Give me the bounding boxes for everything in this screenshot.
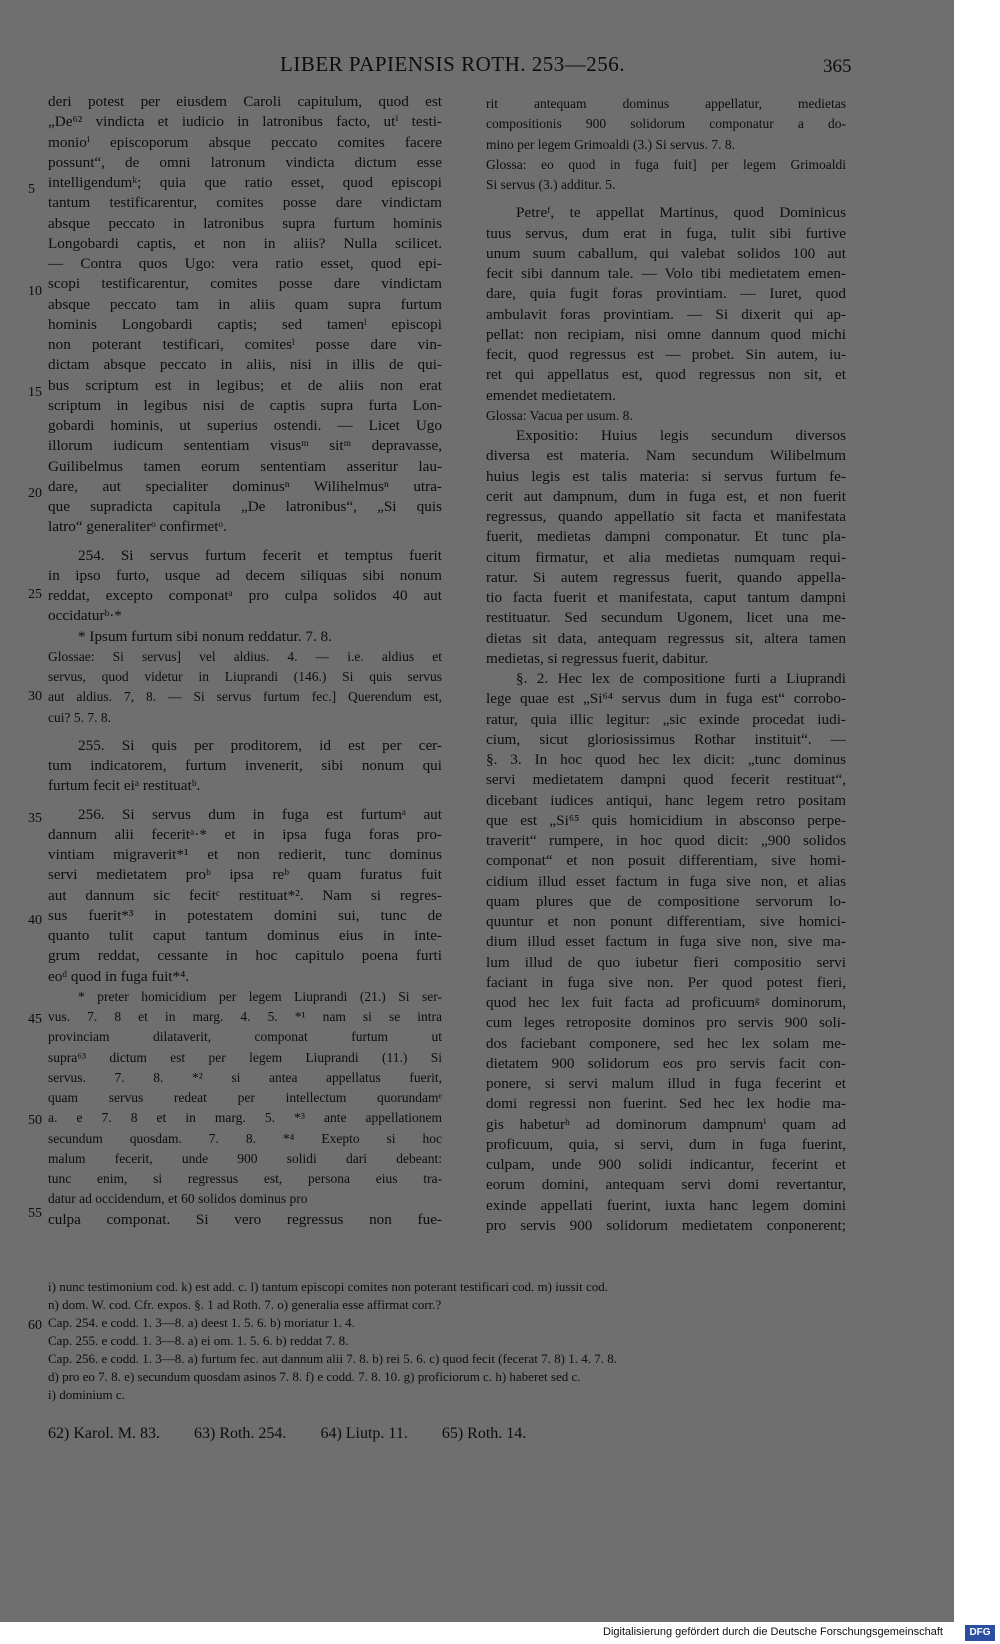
text-line: Petreᶠ, te appellat Martinus, quod Dominicus (516, 204, 846, 222)
line-number: 55 (28, 1206, 42, 1221)
text-line: que supradicta capitula „De latronibus“, „Si quis (48, 498, 442, 515)
text-line: quuntur et non ponunt differentiam, sive homici- (486, 913, 846, 930)
text-line: ratur, quia illic legitur: „sic exinde procedat iudi- (486, 710, 846, 728)
text-line: aut aldius. 7, 8. — Si servus furtum fec.] Querendum est, (48, 689, 442, 705)
text-line: tunc enim, si regressus est, persona eius tra- (48, 1171, 442, 1186)
text-line: domi regressi non fuerint. Sed hec lex hodie ma- (486, 1095, 846, 1113)
apparatus-line: Cap. 254. e codd. 1. 3—8. a) deest 1. 5. 6. b) moriatur 1. 4. (48, 1315, 355, 1330)
line-number: 25 (28, 587, 42, 602)
text-line: tum indicatorem, furtum invenerit, sibi nonum qui (48, 757, 442, 774)
footnote: 62) Karol. M. 83. (48, 1425, 160, 1442)
text-line: illorum iudicum sententiam visusᵐ sitᵐ depravasse, (48, 437, 442, 455)
text-line: secundum quosdam. 7. 8. *⁴ Exepto si hoc (48, 1130, 442, 1146)
text-line: culpam, unde 900 solidi indicantur, fecerint et (486, 1156, 846, 1173)
text-line: scriptum in legibus nisi de captis supra furta Lon- (48, 396, 442, 414)
text-line: restituatur. Sed secundum Ugonem, licet una me- (486, 609, 846, 627)
left-column (48, 92, 442, 1230)
text-line: tio facta fuerit et manifestata, caput tantum dampni (486, 589, 846, 606)
line-number: 50 (28, 1113, 42, 1128)
footnote: 64) Liutp. 11. (320, 1425, 408, 1442)
text-line: possunt“, de omni latronum vindicta dictum esse (48, 153, 442, 171)
text-line: sus fuerit*³ in potestatem domini sui, tunc de (48, 906, 442, 924)
page-number: 365 (823, 56, 852, 77)
text-line: grum reddat, cessante in hoc capitulo poena furti (48, 947, 442, 965)
text-line: gobardi hominis, ut superius ostendi. — Licet Ugo (48, 417, 442, 434)
footnote: 63) Roth. 254. (193, 1425, 287, 1442)
text-line: scopi testificarentur, comites posse dare vindictam (48, 275, 442, 293)
text-line: proficuum, quia, si servi, dum in fuga fuerint, (486, 1135, 846, 1153)
apparatus-line: d) pro eo 7. 8. e) secundum quosdam asinos 7. 8. f) e codd. 7. 8. 10. g) proficiorum c. h) haberet sed c. (48, 1369, 581, 1384)
text-line: que est „Si⁶⁵ quis homicidium in absconso perpe- (486, 811, 846, 829)
text-line: servus. 7. 8. *² si antea appellatus fuerit, (48, 1069, 442, 1085)
text-line: quam servus redeat per intellectum quorundamᵉ (48, 1090, 442, 1105)
running-title: LIBER PAPIENSIS ROTH. 253—256. (280, 52, 626, 76)
text-line: citum firmatur, et alia medietas numquam requi- (486, 548, 846, 566)
critical-apparatus (48, 1278, 848, 1404)
line-number: 10 (28, 284, 42, 299)
text-line: malum fecerit, unde 900 solidi dari debeant: (48, 1150, 442, 1166)
text-line: eoᵈ quod in fuga fuit*⁴. (48, 967, 190, 985)
text-line: lege quae est „Si⁶⁴ servus dum in fuga est“ corrobo- (486, 690, 846, 708)
text-line: tantum testificarentur, comites posse dare vindictam (48, 194, 442, 212)
text-line: huius legis est talis materia: si servus furtum fe- (486, 467, 846, 485)
text-line: 254. Si servus furtum fecerit et temptus fuerit (78, 546, 442, 564)
text-line: hominis Longobardi captis; sed tamenˡ episcopi (48, 315, 442, 333)
text-line: dannum alii feceritᵃ·* et in ipsa fuga foras pro- (48, 825, 442, 843)
text-line: componat“ et non posuit differentiam, sive homi- (486, 852, 846, 870)
text-line: tuus servus, dum erat in fuga, tulit sibi furtive (486, 224, 846, 242)
text-line: „De⁶² vindicta et iudicio in latronibus facto, utⁱ testi- (48, 113, 442, 131)
text-line: cium, sicut gloriosissimus Rothar instituit“. — (486, 730, 846, 748)
text-line: quod hec lex fuit facta ad proficuumᵍ dominorum, (486, 994, 846, 1011)
text-line: vus. 7. 8 et in marg. 4. 5. *¹ nam si se intra (48, 1009, 442, 1024)
line-number: 60 (28, 1318, 42, 1333)
footnote: 65) Roth. 14. (441, 1425, 527, 1442)
text-line: dos faciebant componere, sed hec lex solam me- (486, 1034, 846, 1052)
text-line: eorum domini, antequam servi domi revertantur, (486, 1176, 846, 1194)
text-line: servi medietatem proᵇ ipsa reᵇ quam furatus fuit (48, 866, 442, 884)
text-line: §. 3. In hoc quod hec lex dicit: „tunc dominus (486, 751, 846, 768)
text-line: cum leges retroposite dominos pro servis 900 soli- (486, 1014, 846, 1032)
paragraph-gap (48, 728, 442, 736)
text-line: lum illud de quo iubetur fieri compositio servi (486, 953, 846, 971)
text-line: intelligendumᵏ; quia que ratio esset, quod episcopi (48, 174, 442, 191)
text-line: compositionis 900 solidorum componatur a do- (486, 116, 846, 132)
text-line: in ipso furto, usque ad decem siliquas sibi nonum (48, 566, 442, 584)
text-line: pellat: non recipiam, nisi omne dannum quod michi (486, 325, 846, 343)
text-line: mino per legem Grimoaldi (3.) Si servus. 7. 8. (486, 136, 735, 152)
text-line: Si servus (3.) additur. 5. (486, 177, 616, 192)
text-line: bus scriptum est in legibus; et de aliis non erat (48, 376, 442, 394)
text-line: — Contra quos Ugo: vera ratio esset, quod epi- (48, 255, 442, 272)
text-line: exinde appellati fuerint, iuxta hanc legem domini (486, 1196, 846, 1214)
text-line: vintiam migraverit*¹ et non redierit, tunc dominus (48, 846, 442, 863)
paragraph-gap (48, 538, 442, 546)
text-line: Glossae: Si servus] vel aldius. 4. — i.e. aldius et (48, 648, 442, 664)
apparatus-line: Cap. 255. e codd. 1. 3—8. a) ei om. 1. 5. 6. b) reddat 7. 8. (48, 1333, 349, 1348)
text-line: medietas, si regressus fuerit, dabitur. (486, 649, 709, 667)
apparatus-line: Cap. 256. e codd. 1. 3—8. a) furtum fec. aut dannum alii 7. 8. b) rei 5. 6. c) quod fecit (fecerat 7. 8) 1. 4. 7. 8. (48, 1351, 617, 1366)
text-line: dictam absque peccato in aliis, nisi in illis de qui- (48, 356, 442, 374)
text-line: dare, quia fugit foras provintiam. — Iuret, quod (486, 285, 846, 303)
dfg-logo: DFG (965, 1625, 995, 1641)
text-line: reddat, excepto componatᵃ pro culpa solidos 40 aut (48, 587, 442, 604)
apparatus-line: n) dom. W. cod. Cfr. expos. §. 1 ad Roth. 7. o) generalia esse affirmat corr.? (48, 1297, 442, 1312)
text-line: dietas sit data, antequam regressus sit, altera tamen (486, 629, 846, 647)
text-line: latro“ generaliterᵒ confirmetᵒ. (48, 518, 227, 536)
text-line: * preter homicidium per legem Liuprandi (21.) Si ser- (78, 988, 442, 1004)
right-column (486, 94, 846, 1236)
text-line: non poterant testificari, comitesˡ posse dare vin- (48, 336, 442, 353)
text-line: gis habeturʰ ad dominorum dampnumⁱ quam ad (486, 1115, 846, 1133)
text-line: a. e 7. 8 et in marg. 5. *³ ante appellationem (48, 1110, 442, 1126)
text-line: fuerit, medietas dampni componatur. Et tunc pla- (486, 528, 846, 546)
line-number: 40 (28, 913, 42, 928)
line-number: 35 (28, 811, 42, 826)
text-line: absque peccato tam in aliis quam supra furtum (48, 295, 442, 313)
text-line: servus, quod videtur in Liuprandi (146.) Si quis servus (48, 669, 442, 684)
line-number: 30 (28, 689, 42, 704)
text-line: pro servis 900 solidorum medietatem conponerent; (486, 1216, 846, 1234)
line-number: 45 (28, 1012, 42, 1027)
text-line: dietatem 900 solidorum eos pro servis facit con- (486, 1054, 846, 1072)
text-line: quam plures que de compositione servorum lo- (486, 892, 846, 910)
footnotes (48, 1425, 848, 1443)
text-line: monioⁱ episcoporum absque peccato comites facere (48, 133, 442, 151)
line-number: 5 (28, 182, 35, 197)
text-line: 255. Si quis per proditorem, id est per cer- (78, 736, 442, 754)
text-line: Guilibelmus tamen eorum sententiam asseritur lau- (48, 457, 442, 475)
line-number: 20 (28, 486, 42, 501)
text-line: culpa componat. Si vero regressus non fue- (48, 1210, 442, 1228)
apparatus-line: i) nunc testimonium cod. k) est add. c. l) tantum episcopi comites non poterant testificari cod. m) iussit cod. (48, 1279, 608, 1294)
text-line: Expositio: Huius legis secundum diversos (516, 427, 846, 444)
text-line: datur ad occidendum, et 60 solidos dominus pro (48, 1191, 308, 1207)
text-line: servi medietatem dampni quod fecerit restituat“, (486, 771, 846, 789)
text-line: Longobardi captis, et non in aliis? Nulla scilicet. (48, 234, 442, 252)
text-line: Glossa: Vacua per usum. 8. (486, 407, 633, 423)
text-line: ambulavit foras provintiam. — Si dixerit qui ap- (486, 305, 846, 323)
text-line: 256. Si servus dum in fuga est furtumᵃ aut (78, 805, 442, 823)
text-line: dium illud esset factum in fuga sive non, sive ma- (486, 933, 846, 951)
text-line: §. 2. Hec lex de compositione furti a Liuprandi (516, 670, 846, 687)
digitization-credit: Digitalisierung gefördert durch die Deutsche Forschungsgemeinschaft (603, 1626, 943, 1638)
line-number: 15 (28, 385, 42, 400)
paragraph-gap (486, 195, 846, 203)
text-line: cui? 5. 7. 8. (48, 709, 111, 725)
text-line: fecit, quod regressus est — probet. Sin autem, iu- (486, 346, 846, 363)
text-line: absque peccato in latronibus supra furtum hominis (48, 214, 442, 232)
text-line: ret qui appellatus est, quod regressus non sit, et (486, 366, 846, 384)
text-line: ratur. Si autem regressus fuerit, quando appella- (486, 568, 846, 586)
text-line: regressus, quando appellatio sit facta et manifestata (486, 508, 846, 525)
text-line: quanto tulit caput tantum dominus eius in inte- (48, 927, 442, 944)
text-line: furtum fecit eiᵃ restituatᵇ. (48, 777, 201, 795)
text-line: dicebant iudices antiqui, hanc legem retro positam (486, 791, 846, 809)
text-line: supra⁶³ dictum est per legem Liuprandi (11.) Si (48, 1049, 442, 1065)
text-line: rit antequam dominus appellatur, medietas (486, 96, 846, 111)
text-line: occidaturᵇ·* (48, 607, 122, 625)
text-line: * Ipsum furtum sibi nonum reddatur. 7. 8. (78, 627, 332, 645)
paragraph-gap (48, 797, 442, 805)
text-line: emendet medietatem. (486, 386, 616, 404)
text-line: Glossa: eo quod in fuga fuit] per legem Grimoaldi (486, 156, 846, 172)
text-line: provinciam dilataverit, componat furtum ut (48, 1029, 442, 1045)
text-line: cidium illud esset factum in fuga sive non, et alias (486, 872, 846, 890)
text-line: cerit aut dampnum, dum in fuga est, et non fuerit (486, 487, 846, 505)
text-line: ponere, si servi malum illud in fuga fecerint et (486, 1075, 846, 1092)
text-line: faciant in fuga sive non. Per quod potest fieri, (486, 973, 846, 991)
text-line: traverit“ rumpere, in hoc quod dicit: „900 solidos (486, 832, 846, 849)
text-line: aut dannum sic fecitᶜ restituat*². Nam si regres- (48, 886, 442, 904)
text-line: unum suum caballum, qui valebat solidos 100 aut (486, 244, 846, 262)
apparatus-line: i) dominium c. (48, 1387, 125, 1402)
text-line: diversa est materia. Nam secundum Wilibelmum (486, 447, 846, 465)
text-line: fecit sibi dannum tale. — Volo tibi medietatem emen- (486, 265, 846, 282)
text-line: dare, aut specialiter dominusⁿ Wilihelmusⁿ utra- (48, 477, 442, 495)
text-line: deri potest per eiusdem Caroli capitulum, quod est (48, 93, 442, 110)
